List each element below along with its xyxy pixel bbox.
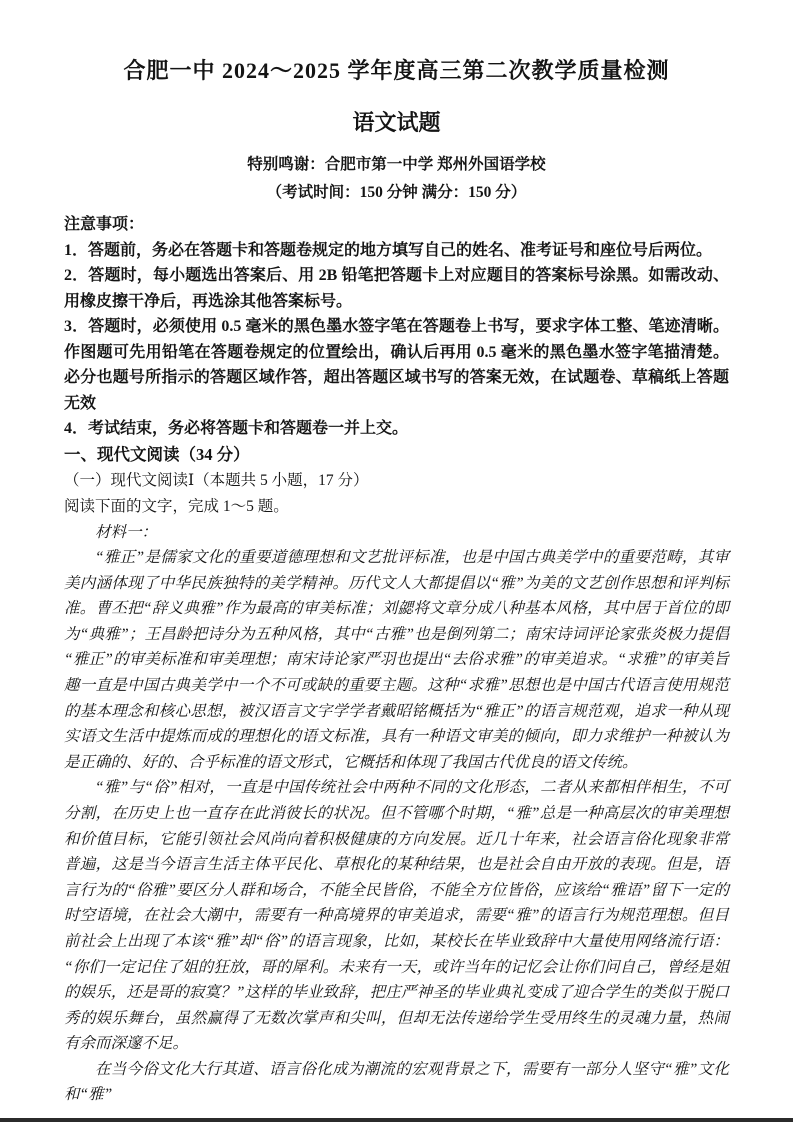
reading-instruction: 阅读下面的文字，完成 1～5 题。: [64, 497, 289, 515]
subsection-heading: （一）现代文阅读Ⅰ（本题共 5 小题，17 分）: [64, 471, 369, 489]
notice-item: 4．考试结束，务必将答题卡和答题卷一并上交。: [64, 420, 409, 437]
section-heading: 一、现代文阅读（34 分）: [64, 444, 250, 464]
modern-reading-section: [64, 442, 729, 1109]
acknowledgement-line: 特别鸣谢：合肥市第一中学 郑州外国语学校: [247, 156, 546, 173]
material-paragraph: “雅”与“俗”相对，一直是中国传统社会中两种不同的文化形态，二者从来都相伴相生，不可分割，在历史上也一直存在此消彼长的状况。但不管哪个时期，“雅”总是一种高层次的审美理想和价值目标，它能引领社会风尚向着积极健康的方向发展。近几十年来，社会语言俗化现象非常普遍，这是当今语言生活主体平民化、草根化的某种结果，也是社会自由开放的表现。但是，语言行为的“俗雅”要区分人群和场合，不能全民皆俗，不能全方位皆俗，应该给“雅语”留下一定的时空语境，在社会大潮中，需要有一种高境界的审美追求，需要“雅”的语言行为规范理想。但目前社会上出现了本该“雅”却“俗”的语言现象，比如，某校长在毕业致辞中大量使用网络流行语：“你们一定记住了姐的狂放，哥的犀利。未来有一天，或许当年的记忆会让你们问自己，曾经是姐的娱乐，还是哥的寂寞？”这样的毕业致辞，把庄严神圣的毕业典礼变成了迎合学生的类似于脱口秀的娱乐舞台，虽然赢得了无数次掌声和尖叫，但却无法传递给学生受用终生的灵魂力量，热闹有余而深邃不足。: [64, 779, 729, 1053]
notice-section: [64, 212, 729, 442]
paper-title: 合肥一中 2024～2025 学年度高三第二次教学质量检测: [123, 58, 670, 83]
exam-time-score-line: （考试时间：150 分钟 满分：150 分）: [266, 184, 527, 201]
notice-item: 3．答题时，必须使用 0.5 毫米的黑色墨水签字笔在答题卷上书写，要求字体工整、笔迹清晰。作图题可先用铅笔在答题卷规定的位置绘出，确认后再用 0.5 毫米的黑色墨水签字笔描清楚。必分也题号所指示的答题区域作答，超出答题区域书写的答案无效，在试题卷、草稿纸上答题无效: [64, 318, 729, 412]
notice-items: [64, 238, 729, 442]
paper-subtitle: 语文试题: [352, 110, 441, 135]
material-one-label: 材料一：: [95, 523, 158, 541]
material-paragraph: 在当今俗文化大行其道、语言俗化成为潮流的宏观背景之下，需要有一部分人坚守“雅”文化和“雅”: [64, 1060, 729, 1104]
material-one-paragraphs: [64, 545, 729, 1108]
notice-heading: 注意事项：: [64, 216, 145, 233]
material-paragraph: “雅正”是儒家文化的重要道德理想和文艺批评标准，也是中国古典美学中的重要范畴，其审美内涵体现了中华民族独特的美学精神。历代文人大都提倡以“雅”为美的文艺创作思想和评判标准。曹丕把“辞义典雅”作为最高的审美标准；刘勰将文章分成八种基本风格，其中居于首位的即为“典雅”；王昌龄把诗分为五种风格，其中“古雅”也是倒列第二；南宋诗词评论家张炎极力提倡“雅正”的审美标准和审美理想；南宋诗论家严羽也提出“去俗求雅”的审美追求。“求雅”的审美旨趣一直是中国古典美学中一个不可或缺的重要主题。这种“求雅”思想也是中国古代语言使用规范的基本理念和核心思想，被汉语言文字学学者戴昭铭概括为“雅正”的语言规范观，追求一种从现实语文生活中提炼而成的理想化的语文标准，具有一种语文审美的倾向，即力求维护一种被认为是正确的、好的、合乎标准的语文形式，它概括和体现了我国古代优良的语文传统。: [64, 549, 729, 771]
notice-item: 1．答题前，务必在答题卡和答题卷规定的地方填写自己的姓名、准考证号和座位号后两位。: [64, 241, 713, 259]
notice-item: 2．答题时，每小题选出答案后、用 2B 铅笔把答题卡上对应题目的答案标号涂黑。如需改动、用橡皮擦干净后，再选涂其他答案标号。: [64, 267, 729, 310]
paper-header: [64, 56, 729, 204]
